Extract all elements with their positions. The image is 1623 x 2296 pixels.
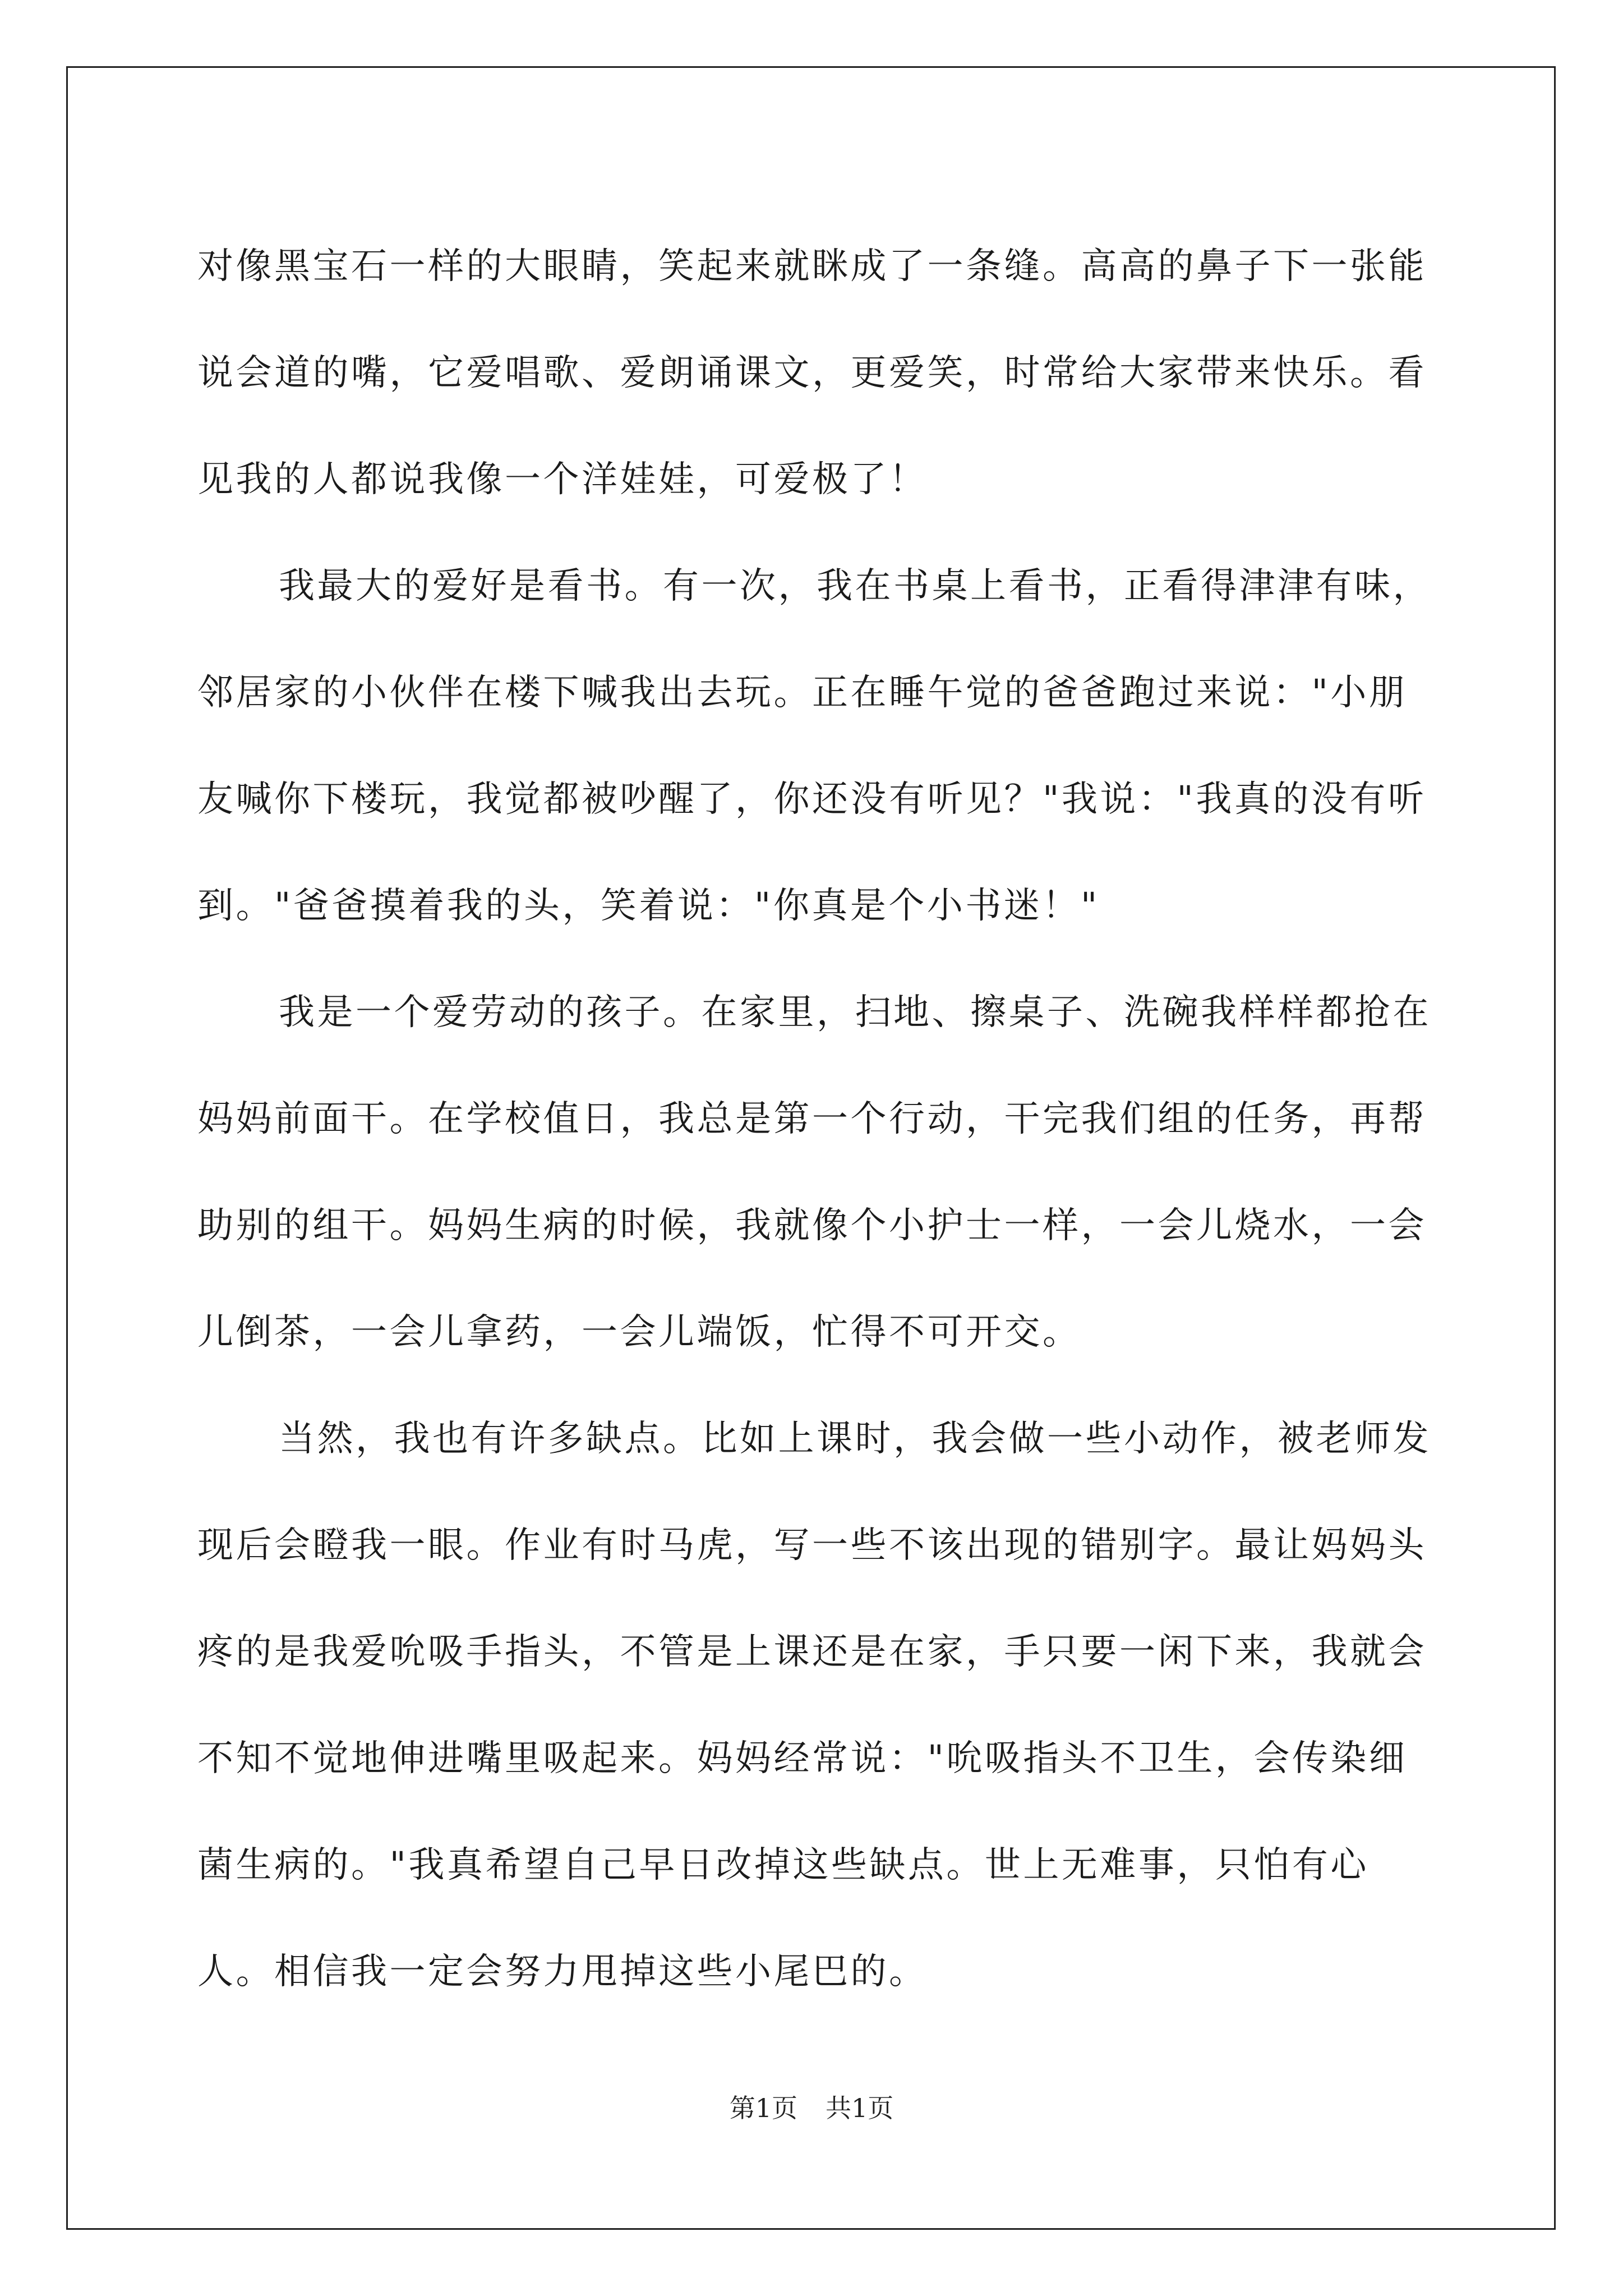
page-number-total: 共1页 — [826, 2093, 894, 2123]
page-number-current: 第1页 — [729, 2093, 797, 2123]
paragraph-2: 我最大的爱好是看书。有一次，我在书桌上看书，正看得津津有味，邻居家的小伙伴在楼下喊我出去玩。正在睡午觉的爸爸跑过来说："小朋友喊你下楼玩，我觉都被吵醒了，你还没有听见？"我说："我真的没有听到。"爸爸摸着我的头，笑着说："你真是个小书迷！" — [197, 565, 1431, 927]
document-body — [197, 213, 1431, 2025]
paragraph-4: 当然，我也有许多缺点。比如上课时，我会做一些小动作，被老师发现后会瞪我一眼。作业有时马虎，写一些不该出现的错别字。最让妈妈头疼的是我爱吮吸手指头，不管是上课还是在家，手只要一闲下来，我就会不知不觉地伸进嘴里吸起来。妈妈经常说："吮吸指头不卫生，会传染细菌生病的。"我真希望自己早日改掉这些缺点。世上无难事，只怕有心人。相信我一定会努力甩掉这些小尾巴的。 — [197, 1418, 1431, 1993]
paragraph-1: 对像黑宝石一样的大眼睛，笑起来就眯成了一条缝。高高的鼻子下一张能说会道的嘴，它爱唱歌、爱朗诵课文，更爱笑，时常给大家带来快乐。看见我的人都说我像一个洋娃娃，可爱极了！ — [197, 246, 1427, 500]
page-footer — [0, 2088, 1623, 2125]
paragraph-3: 我是一个爱劳动的孩子。在家里，扫地、擦桌子、洗碗我样样都抢在妈妈前面干。在学校值日，我总是第一个行动，干完我们组的任务，再帮助别的组干。妈妈生病的时候，我就像个小护士一样，一会儿烧水，一会儿倒茶，一会儿拿药，一会儿端饭，忙得不可开交。 — [197, 992, 1431, 1353]
